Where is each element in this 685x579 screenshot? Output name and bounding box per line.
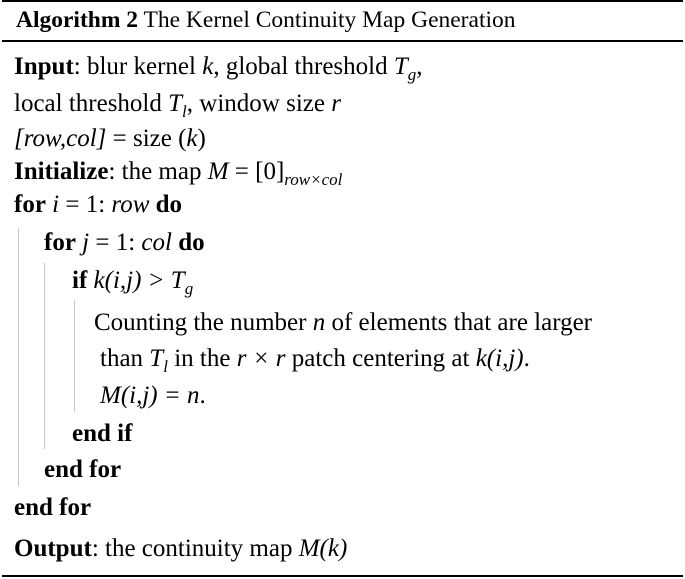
indent-guide-if (74, 300, 75, 412)
if-line: if $k(i,j) > T_g$ (72, 267, 194, 298)
end-for-outer-line: end for (14, 494, 92, 521)
caption-label: Algorithm 2 (16, 7, 139, 33)
for-j-line: for j = 1: col do (44, 229, 205, 256)
algorithm-caption (16, 3, 516, 37)
bottom-rule (2, 575, 683, 577)
for-i-line: for i = 1: row do (14, 191, 183, 218)
input-line-1: Input: blur kernel k, global threshold $T_g$, (14, 53, 423, 84)
top-rule (2, 0, 683, 2)
output-keyword: Output (14, 535, 92, 562)
caption-title: The Kernel Continuity Map Generation (143, 7, 516, 33)
input-keyword: Input (14, 53, 74, 80)
caption-rule (2, 40, 683, 42)
count-line-2: than $T_l$ in the r × r patch centering at k(i,j). (100, 345, 530, 376)
assign-line: M(i,j) = n. (100, 382, 206, 409)
end-if-line: end if (72, 420, 133, 447)
initialize-keyword: Initialize (14, 158, 109, 185)
end-for-inner-line: end for (44, 456, 122, 483)
input-line-2: local threshold $T_l$, window size r (14, 90, 341, 121)
indent-guide-for-j (44, 263, 45, 449)
initialize-line: Initialize: the map $M = [0]_{row\times col}$ (14, 158, 343, 189)
indent-guide-for-i (18, 228, 19, 486)
output-line: Output: the continuity map M(k) (14, 535, 348, 562)
count-line-1: Counting the number n of elements that are larger (94, 309, 593, 336)
size-line: [row,col] = size (k) (14, 125, 206, 152)
